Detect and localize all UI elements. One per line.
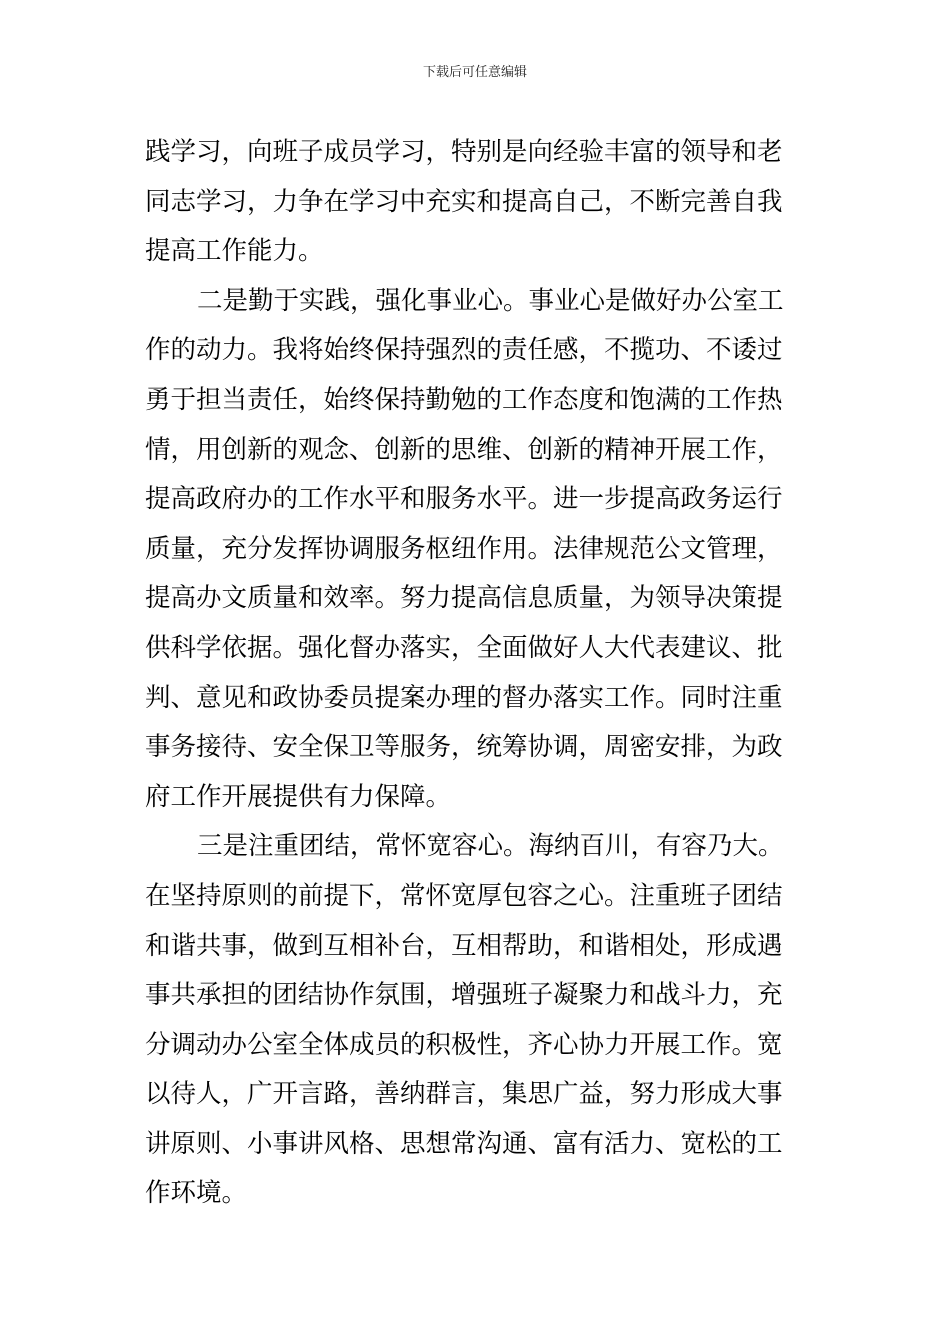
text-line: 以待人，广开言路，善纳群言，集思广益，努力形成大事: [145, 1079, 783, 1110]
text-line: 在坚持原则的前提下，常怀宽厚包容之心。注重班子团结: [145, 880, 783, 911]
paragraph-first-line: 二是勤于实践，强化事业心。事业心是做好办公室工: [197, 285, 784, 316]
text-line: 质量，充分发挥协调服务枢纽作用。法律规范公文管理，: [145, 533, 783, 564]
text-line: 同志学习，力争在学习中充实和提高自己，不断完善自我: [145, 186, 783, 217]
text-line: 提高政府办的工作水平和服务水平。进一步提高政务运行: [145, 484, 783, 515]
page-header-note: 下载后可任意编辑: [422, 65, 527, 80]
text-line: 提高工作能力。: [145, 236, 324, 267]
text-line: 勇于担当责任，始终保持勤勉的工作态度和饱满的工作热: [145, 384, 783, 415]
paragraph-first-line: 三是注重团结，常怀宽容心。海纳百川，有容乃大。: [197, 831, 784, 862]
text-line: 判、意见和政协委员提案办理的督办落实工作。同时注重: [145, 682, 783, 713]
text-line: 供科学依据。强化督办落实，全面做好人大代表建议、批: [145, 632, 783, 663]
text-line: 践学习，向班子成员学习，特别是向经验丰富的领导和老: [145, 137, 783, 167]
text-line: 分调动办公室全体成员的积极性，齐心协力开展工作。宽: [145, 1029, 783, 1060]
document-body: [145, 128, 811, 1219]
text-line: 提高办文质量和效率。努力提高信息质量，为领导决策提: [145, 583, 783, 614]
text-line: 情，用创新的观念、创新的思维、创新的精神开展工作，: [145, 434, 783, 465]
text-line: 和谐共事，做到互相补台，互相帮助，和谐相处，形成遇: [145, 930, 783, 961]
text-line: 府工作开展提供有力保障。: [145, 781, 452, 812]
text-line: 事共承担的团结协作氛围，增强班子凝聚力和战斗力，充: [145, 980, 783, 1011]
text-line: 作的动力。我将始终保持强烈的责任感，不揽功、不诿过: [145, 335, 783, 366]
text-line: 讲原则、小事讲风格、思想常沟通、富有活力、宽松的工: [145, 1128, 783, 1159]
text-line: 事务接待、安全保卫等服务，统筹协调，周密安排，为政: [145, 732, 783, 763]
text-line: 作环境。: [145, 1178, 248, 1209]
